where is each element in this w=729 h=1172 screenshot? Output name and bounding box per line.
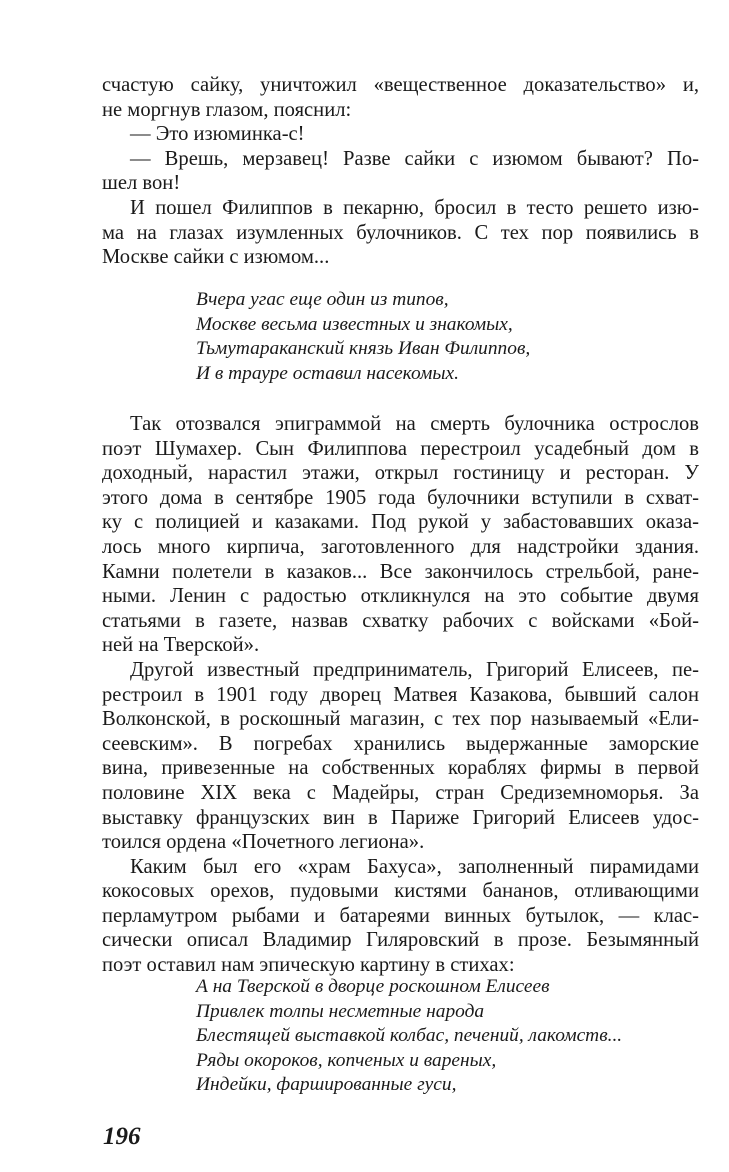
dialogue-line <box>102 122 699 147</box>
text-line: — Это изюминка-с! <box>130 123 305 146</box>
text-line: этого дома в сентябре 1905 года булочники вступили в схват- <box>102 486 699 509</box>
text-line: сеевским». В погребах хранились выдержанные заморские <box>102 732 699 755</box>
text-line: шел вон! <box>102 172 181 195</box>
text-line: ма на глазах изумленных булочников. С тех пор появились в <box>102 221 699 244</box>
paragraph-continued <box>102 73 699 122</box>
text-line: доходный, нарастил этажи, открыл гостиницу и ресторан. У <box>102 462 699 485</box>
text-line: Каким был его «храм Бахуса», заполненный пирамидами <box>130 855 699 878</box>
poem-verse: И в трауре оставил насекомых. <box>196 362 459 384</box>
paragraph <box>102 658 699 855</box>
text-block-top <box>102 73 699 270</box>
paragraph <box>102 412 699 658</box>
text-line: ней на Тверской». <box>102 634 260 657</box>
text-line: выставку французских вин в Париже Григорий Елисеев удос- <box>102 806 699 829</box>
text-line: И пошел Филиппов в пекарню, бросил в тесто решето изю- <box>130 196 699 219</box>
text-line: Другой известный предприниматель, Григорий Елисеев, пе- <box>130 658 699 681</box>
text-line: Москве сайки с изюмом... <box>102 246 330 269</box>
dialogue-line <box>102 147 699 196</box>
poem-verse: А на Тверской в дворце роскошном Елисеев <box>196 976 550 997</box>
text-line: Так отозвался эпиграммой на смерть булочника острослов <box>130 413 699 435</box>
text-line: поэт оставил нам эпическую картину в стихах: <box>102 954 515 977</box>
text-line: кокосовых орехов, пудовыми кистями бананов, отливающими <box>102 880 699 903</box>
poem-verse: Москве весьма известных и знакомых, <box>196 313 513 335</box>
epigram-poem <box>196 288 530 386</box>
poem-verse: Ряды окороков, копченых и вареных, <box>196 1049 497 1071</box>
paragraph <box>102 196 699 270</box>
text-line: ку с полицией и казаками. Под рукой у забастовавших оказа- <box>102 511 699 534</box>
text-line: лось много кирпича, заготовленного для надстройки здания. <box>102 535 699 558</box>
text-line: — Врешь, мерзавец! Разве сайки с изюмом бывают? По- <box>130 147 699 170</box>
poem-verse: Блестящей выставкой колбас, печений, лакомств... <box>196 1025 623 1047</box>
poem-verse: Тьмутараканский князь Иван Филиппов, <box>196 338 531 360</box>
text-line: счастую сайку, уничтожил «вещественное доказательство» и, <box>102 74 699 96</box>
poem-verse: Привлек толпы несметные народа <box>196 1000 485 1022</box>
text-line: не моргнув глазом, пояснил: <box>102 98 352 121</box>
text-line: половине XIX века с Мадейры, стран Средиземноморья. За <box>102 781 699 804</box>
text-line: ными. Ленин с радостью откликнулся на это событие двумя <box>102 585 699 608</box>
page-number: 196 <box>103 1123 141 1150</box>
text-line: вина, привезенные на собственных кораблях фирмы в первой <box>102 757 699 780</box>
poem-verse: Вчера угас еще один из типов, <box>196 289 449 310</box>
text-line: рестроил в 1901 году дворец Матвея Казакова, бывший салон <box>102 683 699 706</box>
text-line: Камни полетели в казаков... Все закончилось стрельбой, ране- <box>102 560 699 583</box>
text-line: статьями в газете, назвав схватку рабочих с войсками «Бой- <box>102 609 699 632</box>
text-line: сически описал Владимир Гиляровский в прозе. Безымянный <box>102 929 699 952</box>
text-line: перламутром рыбами и батареями винных бутылок, — клас- <box>102 904 699 927</box>
verse-poem <box>196 975 622 1098</box>
paragraph <box>102 855 699 978</box>
text-line: поэт Шумахер. Сын Филиппова перестроил усадебный дом в <box>102 437 699 460</box>
text-block-main <box>102 412 699 978</box>
poem-verse: Индейки, фаршированные гуси, <box>196 1074 457 1096</box>
text-line: Волконской, в роскошный магазин, с тех пор называемый «Ели- <box>102 708 699 731</box>
text-line: тоился ордена «Почетного легиона». <box>102 831 425 854</box>
